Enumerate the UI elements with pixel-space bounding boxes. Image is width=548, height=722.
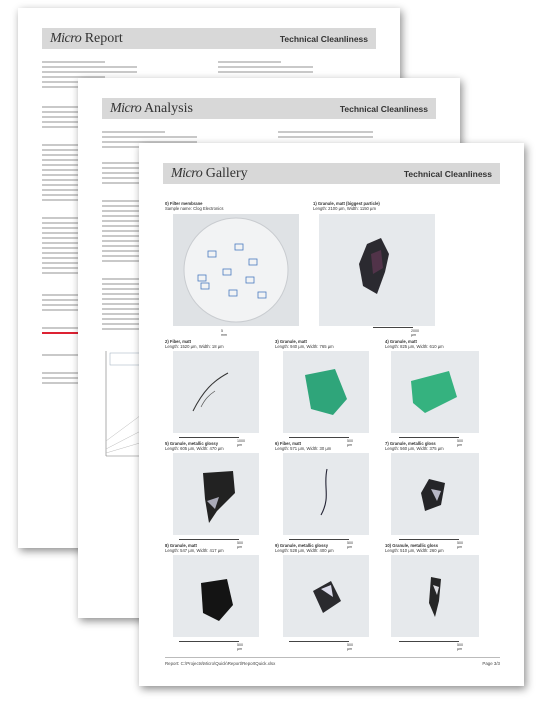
particle-drawing: [283, 555, 369, 637]
gallery-cell: 5) Granule, metallic glossy Length: 605 µm, Width: 470 µm 500 µm: [165, 441, 224, 451]
report-subtitle: Technical Cleanliness: [279, 33, 368, 44]
particle-image: [283, 555, 369, 637]
particle-drawing: [391, 555, 479, 637]
gallery-cell: 9) Granule, metallic glossy Length: 528 µm, Width: 400 µm 500 µm: [275, 543, 334, 553]
particle-image: [173, 453, 259, 535]
particle-image: [283, 453, 369, 535]
report-brand: Micro Report: [50, 30, 123, 46]
gallery-header: [163, 163, 500, 184]
gallery-cell: 4) Granule, matt Length: 825 µm, Width: 610 µm 500 µm: [385, 339, 444, 349]
particle-image: [391, 351, 479, 433]
analysis-subtitle: Technical Cleanliness: [339, 103, 428, 114]
particle-image: [319, 214, 435, 326]
gallery-footer: [165, 657, 500, 666]
report-header: [42, 28, 376, 49]
particle-image: [173, 555, 259, 637]
page-number: Page 3/3: [482, 661, 500, 666]
particle-drawing: [283, 351, 369, 433]
analysis-header: [102, 98, 436, 119]
analysis-brand: Micro Analysis: [110, 100, 193, 116]
gallery-cell: 6) Fiber, matt Length: 571 µm, Width: 30 µm 500 µm: [275, 441, 331, 451]
gallery-cell: 0) Filter membrane Sample name: Clog Electronics 5 mm: [165, 201, 223, 211]
gallery-cell: 2) Fiber, matt Length: 1520 µm, Width: 18 µm 1000 µm: [165, 339, 224, 349]
particle-image: [391, 555, 479, 637]
particle-drawing: [173, 555, 259, 637]
filter-membrane-image: [173, 214, 299, 326]
particle-drawing: [173, 453, 259, 535]
particle-image: [283, 351, 369, 433]
footer-path: Report: C:\Projects\Micro\Quick\Report\ReportQuick.xlsx: [165, 661, 276, 666]
gallery-cell: 8) Granule, matt Length: 547 µm, Width: 417 µm 500 µm: [165, 543, 224, 553]
gallery-cell: 3) Granule, matt Length: 940 µm, Width: 765 µm 500 µm: [275, 339, 334, 349]
particle-drawing: [391, 351, 479, 433]
gallery-cell: 7) Granule, metallic gloss Length: 560 µm, Width: 375 µm 500 µm: [385, 441, 444, 451]
gallery-cell: 10) Granule, metallic gloss Length: 510 µm, Width: 260 µm 500 µm: [385, 543, 444, 553]
particle-drawing: [319, 214, 435, 326]
gallery-cell: 1) Granule, matt (biggest particle) Length: 2100 µm, Width: 1150 µm 2000 µm: [313, 201, 380, 211]
particle-drawing: [173, 351, 259, 433]
particle-drawing: [283, 453, 369, 535]
gallery-subtitle: Technical Cleanliness: [403, 168, 492, 179]
particle-drawing: [391, 453, 479, 535]
gallery-brand: Micro Gallery: [171, 165, 248, 181]
gallery-page: [139, 143, 524, 686]
particle-image: [391, 453, 479, 535]
particle-image: [173, 351, 259, 433]
filter-membrane-drawing: [173, 214, 299, 326]
